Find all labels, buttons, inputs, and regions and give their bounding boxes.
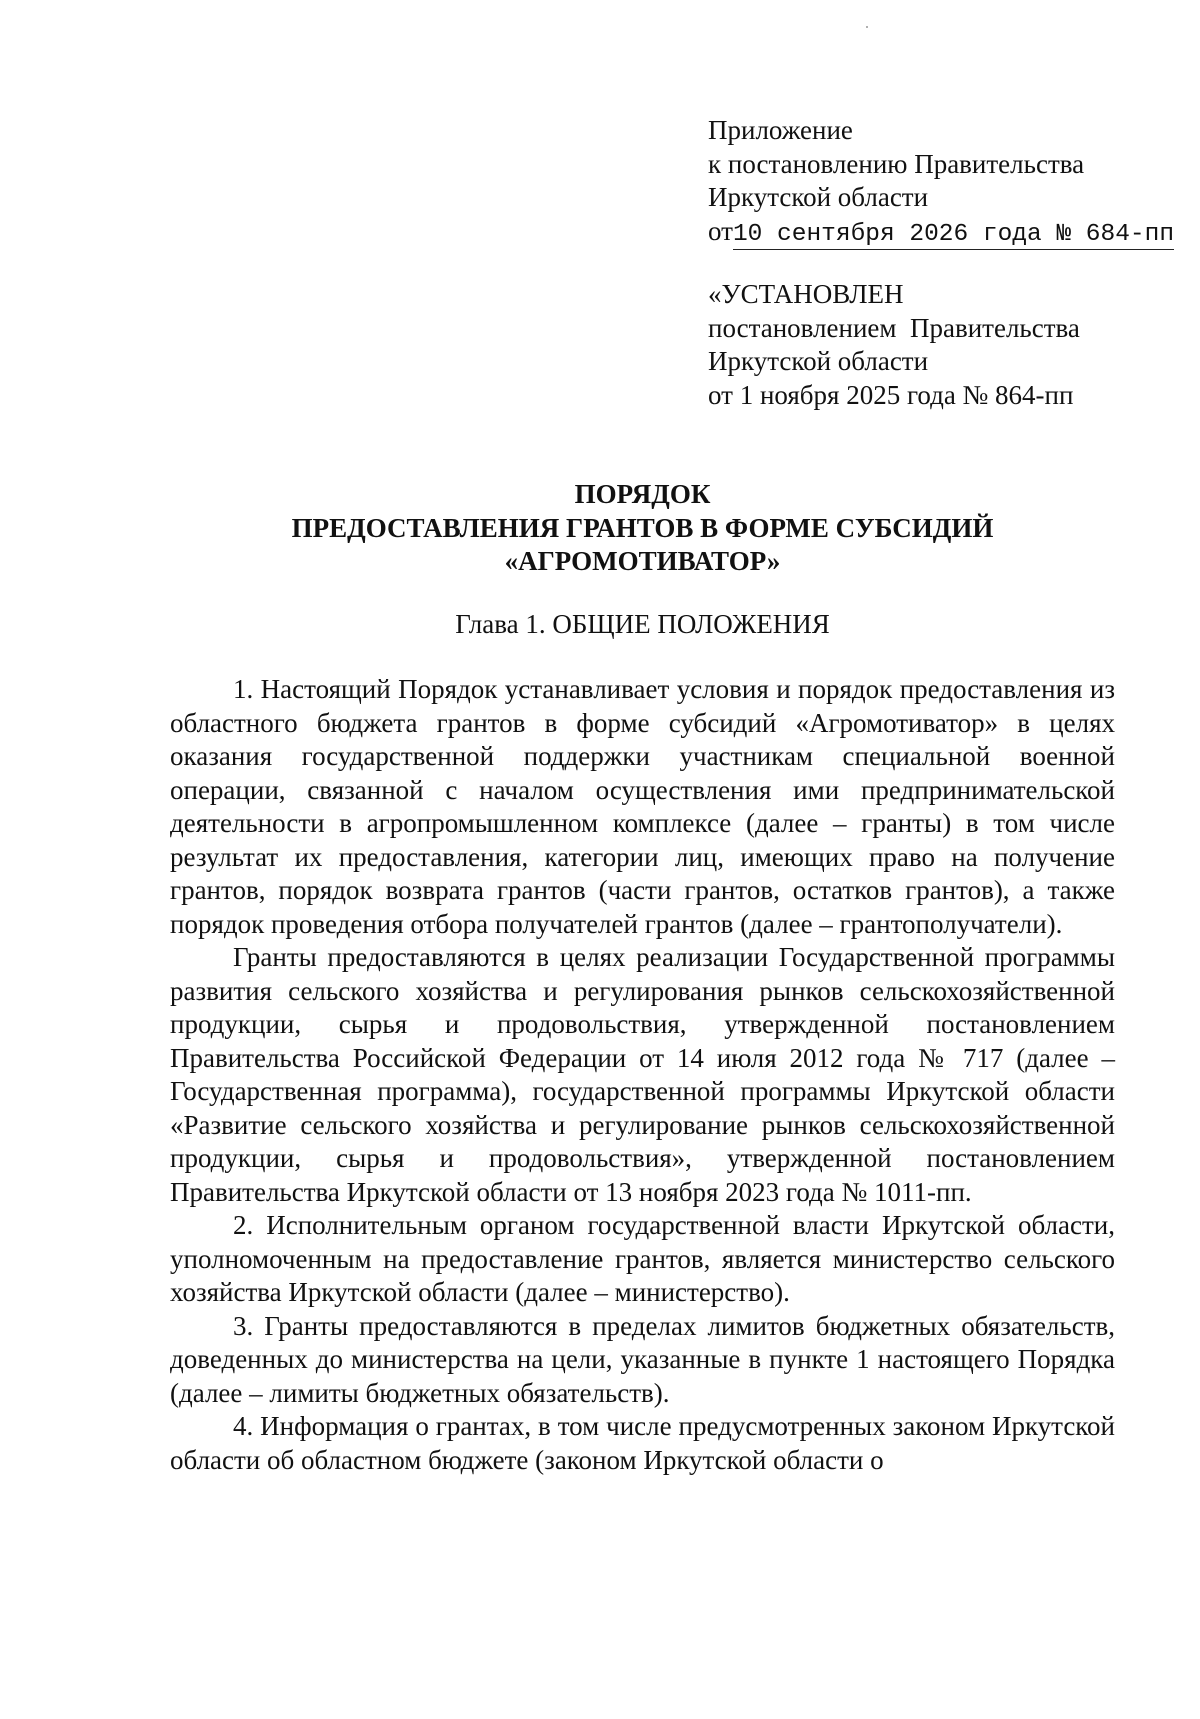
appendix-date-prefix: от — [708, 215, 733, 246]
title-line-3: «АГРОМОТИВАТОР» — [504, 546, 781, 576]
paragraph-3: 3. Гранты предоставляются в пределах лимитов бюджетных обязательств, доведенных до министерства на цели, указанные в пункте 1 настоящего Порядка (далее – лимиты бюджетных обязательств). — [170, 1310, 1115, 1408]
paragraph-2: 2. Исполнительным органом государственной власти Иркутской области, уполномоченным на предоставление грантов, является министерство сельского хозяйства Иркутской области (далее – министерство). — [170, 1210, 1115, 1307]
paragraph-1-continued: Гранты предоставляются в целях реализации Государственной программы развития сельского хозяйства и регулирования рынков сельскохозяйственной продукции, сырья и продовольствия, утвержденной постановлением Правительства Российской Федерации от 14 июля 2012 года № 717 (далее – Государственная программа), государственной программы Иркутской области «Развитие сельского хозяйства и регулирование рынков сельскохозяйственной продукции, сырья и продовольствия», утвержденной постановлением Правительства Иркутской области от 13 ноября 2023 года № 1011-пп. — [170, 942, 1115, 1207]
established-line-3: Иркутской области — [708, 346, 929, 376]
title-line-2: ПРЕДОСТАВЛЕНИЯ ГРАНТОВ В ФОРМЕ СУБСИДИЙ — [291, 512, 994, 543]
document-body — [170, 673, 1115, 1477]
appendix-date-line — [708, 215, 1174, 252]
document-title — [170, 478, 1115, 579]
scan-speck — [866, 26, 868, 28]
established-line-4: от 1 ноября 2025 года № 864-пп — [708, 379, 1074, 410]
appendix-line-3: Иркутской области — [708, 182, 929, 212]
paragraph-4: 4. Информация о грантах, в том числе предусмотренных законом Иркутской области об областном бюджете (законом Иркутской области о — [170, 1411, 1115, 1475]
established-header — [708, 278, 1080, 412]
chapter-heading: Глава 1. ОБЩИЕ ПОЛОЖЕНИЯ — [455, 609, 830, 639]
established-line-1: «УСТАНОВЛЕН — [708, 279, 904, 309]
paragraph-1: 1. Настоящий Порядок устанавливает условия и порядок предоставления из областного бюджета грантов в форме субсидий «Агромотиватор» в целях оказания государственной поддержки участникам специальной военной операции, связанной с началом осуществления ими предпринимательской деятельности в агропромышленном комплексе (далее – гранты) в том числе результат их предоставления, категории лиц, имеющих право на получение грантов, порядок возврата грантов (части грантов, остатков грантов), а также порядок проведения отбора получателей грантов (далее – грантополучатели). — [170, 674, 1115, 939]
appendix-header — [708, 114, 1174, 251]
title-line-1: ПОРЯДОК — [574, 479, 711, 509]
established-line-2: постановлением Правительства — [708, 312, 1080, 343]
appendix-line-2: к постановлению Правительства — [708, 148, 1085, 179]
appendix-date-value: 10 сентября 2026 года № 684-пп — [732, 220, 1175, 248]
appendix-line-1: Приложение — [708, 115, 853, 145]
